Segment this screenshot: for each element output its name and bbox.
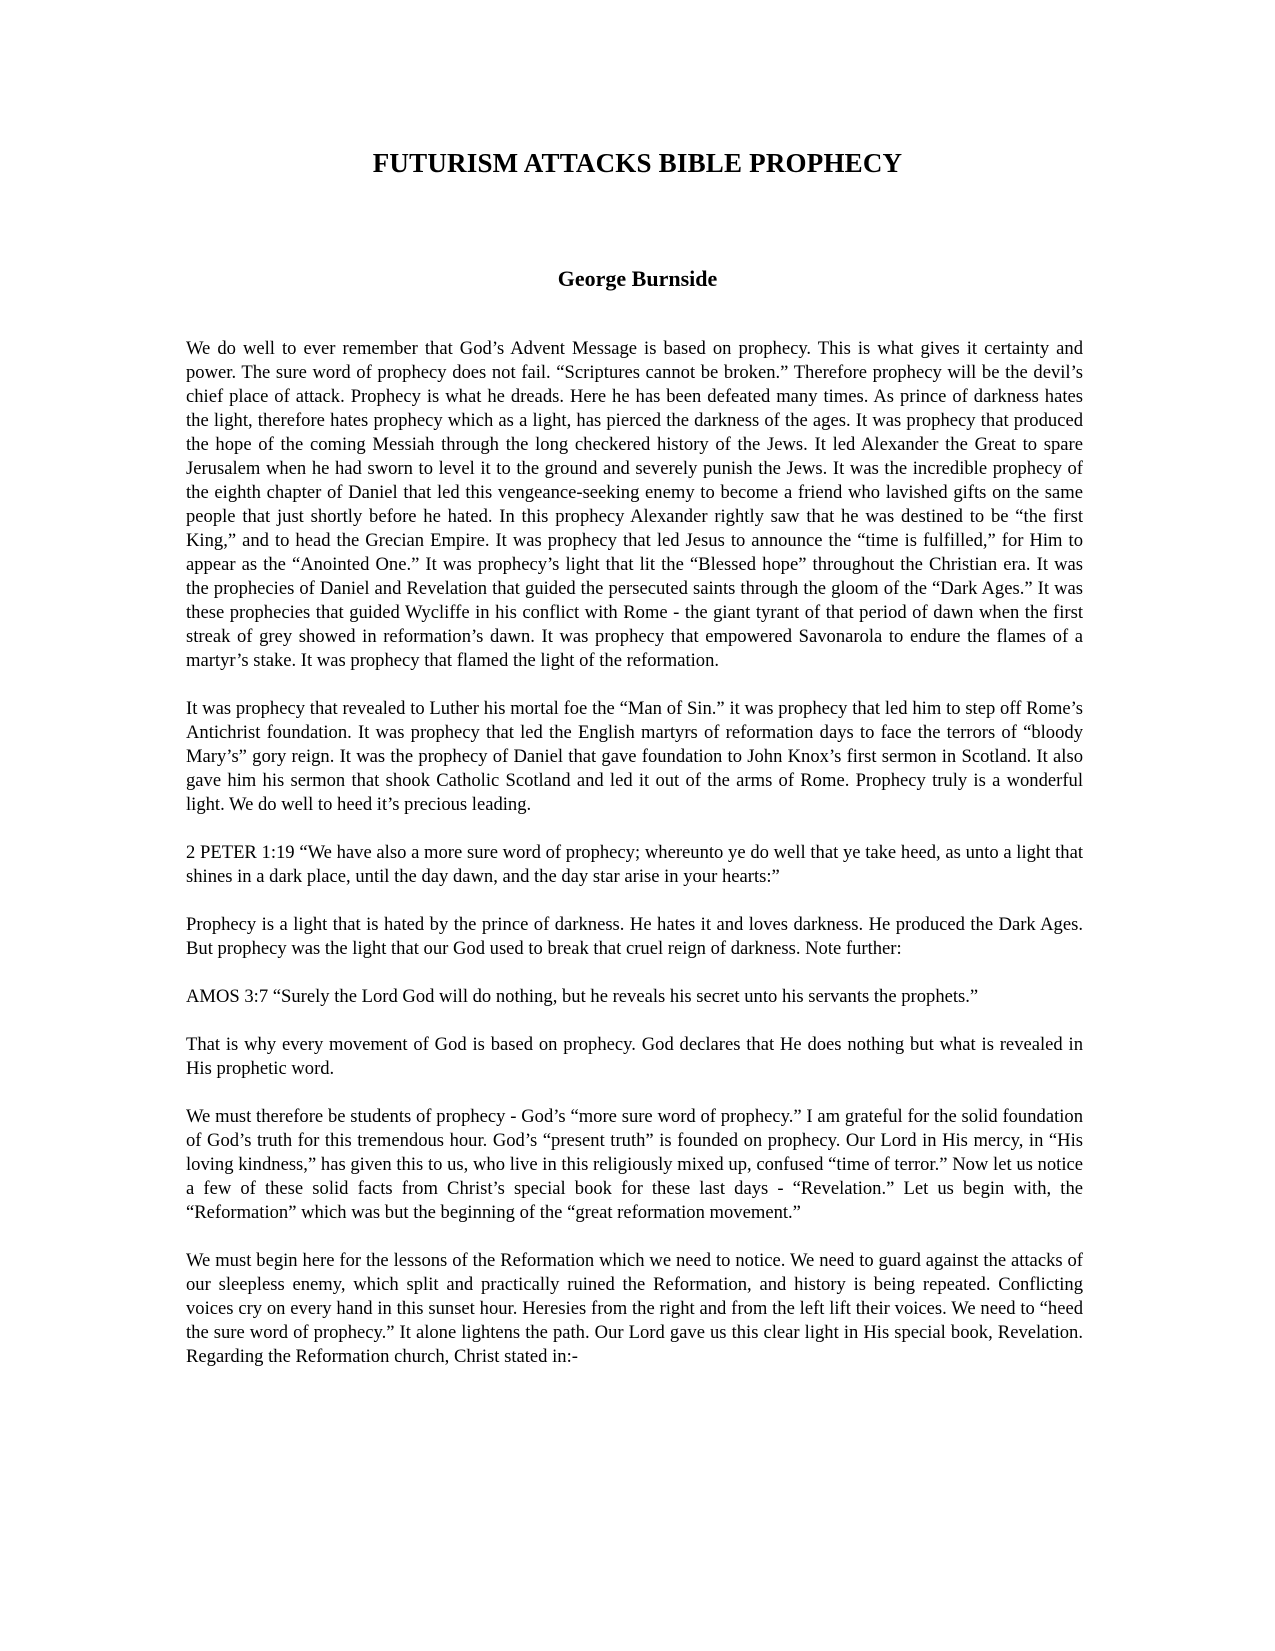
paragraph-1: We do well to ever remember that God’s Advent Message is based on prophecy. This is what gives it certainty and power. The sure word of prophecy does not fail. “Scriptures cannot be broken.” Therefore prophecy will be the devil’s chief place of attack. Prophecy is what he dreads. Here he has been defeated many times. As prince of darkness hates the light, therefore hates prophecy which as a light, has pierced the darkness of the ages. It was prophecy that produced the hope of the coming Messiah through the long checkered history of the Jews. It led Alexander the Great to spare Jerusalem when he had sworn to level it to the ground and severely punish the Jews. It was the incredible prophecy of the eighth chapter of Daniel that led this vengeance-seeking enemy to become a friend who lavished gifts on the same people that just shortly before he hated. In this prophecy Alexander rightly saw that he was destined to be “the first King,” and to head the Grecian Empire. It was prophecy that led Jesus to announce the “time is fulfilled,” for Him to appear as the “Anointed One.” It was prophecy’s light that lit the “Blessed hope” throughout the Christian era. It was the prophecies of Daniel and Revelation that guided the persecuted saints through the gloom of the “Dark Ages.” It was these prophecies that guided Wycliffe in his conflict with Rome - the giant tyrant of that period of dawn when the first streak of grey showed in reformation’s dawn. It was prophecy that empowered Savonarola to endure the flames of a martyr’s stake. It was prophecy that flamed the light of the reformation. <box>186 338 1083 671</box>
paragraph-6: That is why every movement of God is based on prophecy. God declares that He does nothing but what is revealed in His prophetic word. <box>186 1034 1083 1079</box>
document-body <box>186 337 1083 1393</box>
document-author: George Burnside <box>557 266 718 291</box>
paragraph-7: We must therefore be students of prophecy - God’s “more sure word of prophecy.” I am grateful for the solid foundation of God’s truth for this tremendous hour. God’s “present truth” is founded on prophecy. Our Lord in His mercy, in “His loving kindness,” has given this to us, who live in this religiously mixed up, confused “time of terror.” Now let us notice a few of these solid facts from Christ’s special book for these last days - “Revelation.” Let us begin with, the “Reformation” which was but the beginning of the “great reformation movement.” <box>186 1106 1083 1223</box>
paragraph-5-scripture: AMOS 3:7 “Surely the Lord God will do nothing, but he reveals his secret unto his servants the prophets.” <box>186 986 979 1007</box>
paragraph-2: It was prophecy that revealed to Luther his mortal foe the “Man of Sin.” it was prophecy that led him to step off Rome’s Antichrist foundation. It was prophecy that led the English martyrs of reformation days to face the terrors of “bloody Mary’s” gory reign. It was the prophecy of Daniel that gave foundation to John Knox’s first sermon in Scotland. It also gave him his sermon that shook Catholic Scotland and led it out of the arms of Rome. Prophecy truly is a wonderful light. We do well to heed it’s precious leading. <box>186 698 1083 815</box>
paragraph-3-scripture: 2 PETER 1:19 “We have also a more sure word of prophecy; whereunto ye do well that ye take heed, as unto a light that shines in a dark place, until the day dawn, and the day star arise in your hearts:” <box>186 842 1083 887</box>
document-title: FUTURISM ATTACKS BIBLE PROPHECY <box>372 148 903 178</box>
paragraph-4: Prophecy is a light that is hated by the prince of darkness. He hates it and loves darkness. He produced the Dark Ages. But prophecy was the light that our God used to break that cruel reign of darkness. Note further: <box>186 914 1083 959</box>
paragraph-8: We must begin here for the lessons of the Reformation which we need to notice. We need to guard against the attacks of our sleepless enemy, which split and practically ruined the Reformation, and history is being repeated. Conflicting voices cry on every hand in this sunset hour. Heresies from the right and from the left lift their voices. We need to “heed the sure word of prophecy.” It alone lightens the path. Our Lord gave us this clear light in His special book, Revelation. Regarding the Reformation church, Christ stated in:- <box>186 1250 1083 1367</box>
